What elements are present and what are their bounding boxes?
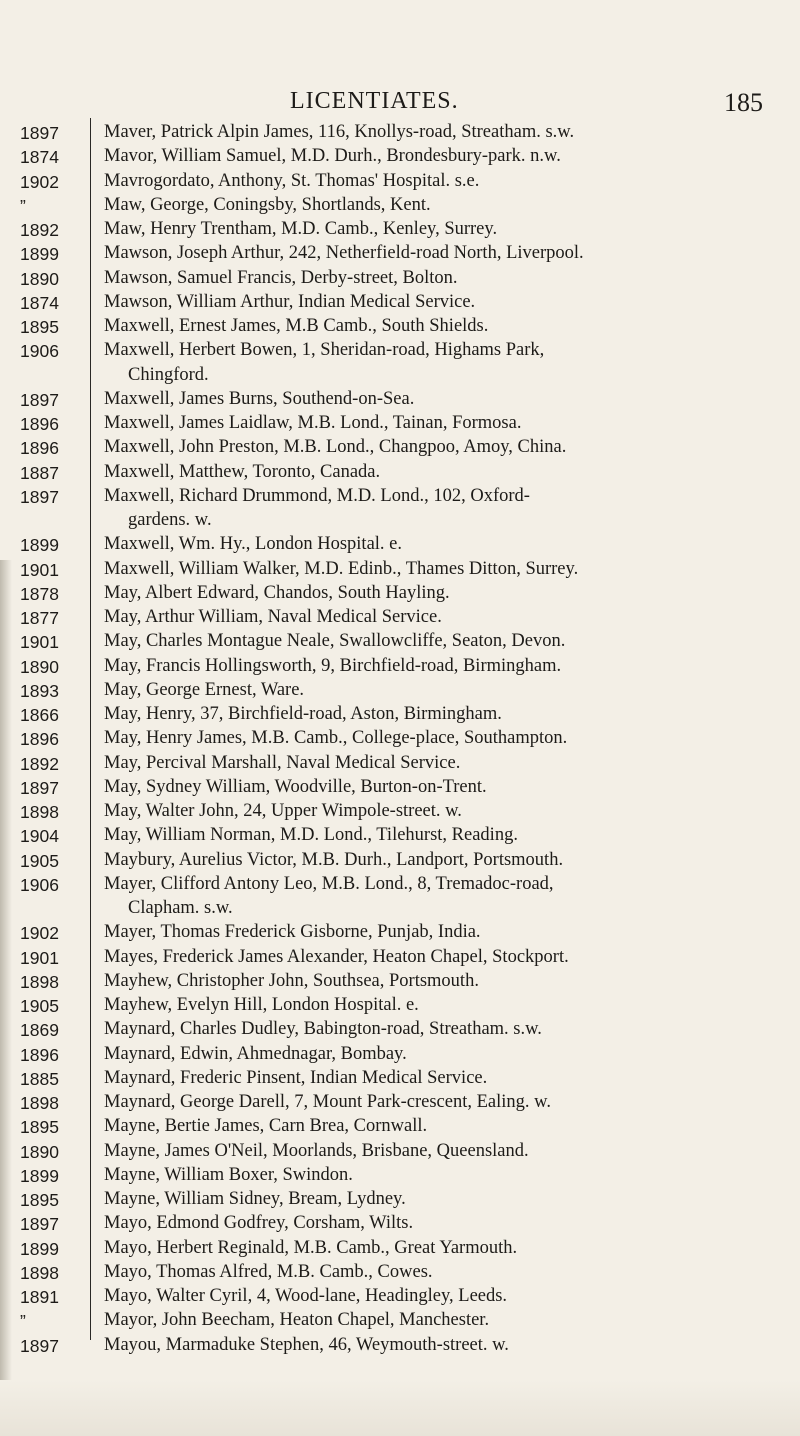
entry-text: Maw, Henry Trentham, M.D. Camb., Kenley, Surrey. — [104, 219, 498, 239]
entry-text: Mayo, Thomas Alfred, M.B. Camb., Cowes. — [104, 1261, 433, 1282]
entry-text: Maynard, Frederic Pinsent, Indian Medical Service. — [104, 1067, 488, 1088]
entry-text: Mayer, Clifford Antony Leo, M.B. Lond., 8, Tremadoc-road, — [104, 873, 554, 894]
entry-text: May, Percival Marshall, Naval Medical Service. — [104, 752, 461, 773]
entry-year: 1897 — [20, 486, 59, 507]
entry-text: May, Albert Edward, Chandos, South Hayling. — [104, 582, 450, 603]
entry-year: 1890 — [20, 656, 59, 677]
entry-year: 1878 — [20, 583, 59, 604]
entry-year: 1890 — [20, 1141, 59, 1162]
entry-text: Mayhew, Evelyn Hill, London Hospital. e. — [104, 995, 419, 1015]
entry-text: May, Francis Hollingsworth, 9, Birchfield-road, Birmingham. — [104, 655, 562, 676]
entry-year: 1906 — [20, 874, 59, 895]
entry-text: Mavrogordato, Anthony, St. Thomas' Hospital. s.e. — [104, 170, 480, 191]
entry-text: Mayne, William Boxer, Swindon. — [104, 1164, 353, 1185]
entry-year: 1896 — [20, 1044, 59, 1065]
entry-year: 1896 — [20, 414, 59, 434]
scan-margin-shadow — [0, 560, 12, 1380]
entry-year: ” — [20, 195, 26, 216]
entry-year: 1897 — [20, 389, 59, 410]
entry-text: Mayo, Walter Cyril, 4, Wood-lane, Headingley, Leeds. — [104, 1286, 508, 1306]
entry-year: 1891 — [20, 1287, 59, 1307]
entry-text: May, Henry, 37, Birchfield-road, Aston, Birmingham. — [104, 704, 502, 724]
entry-year: 1901 — [20, 632, 59, 653]
entry-year: 1905 — [20, 850, 59, 871]
entry-text: Maynard, Edwin, Ahmednagar, Bombay. — [104, 1043, 407, 1064]
column-rule — [90, 118, 91, 1340]
entry-text: Mawson, William Arthur, Indian Medical Service. — [104, 291, 476, 312]
entry-text: Maxwell, James Laidlaw, M.B. Lond., Tainan, Formosa. — [104, 413, 522, 433]
entry-text: Chingford. — [128, 364, 209, 385]
entry-text: Mayo, Edmond Godfrey, Corsham, Wilts. — [104, 1213, 414, 1234]
entry-year: 1896 — [20, 438, 59, 459]
entry-year: 1902 — [20, 923, 59, 944]
entry-text: Mawson, Joseph Arthur, 242, Netherfield-road North, Liverpool. — [104, 243, 584, 264]
page-number: 185 — [724, 88, 763, 117]
entry-text: Mayne, James O'Neil, Moorlands, Brisbane, Queensland. — [104, 1140, 529, 1161]
entry-text: Maxwell, Herbert Bowen, 1, Sheridan-road, Highams Park, — [104, 340, 545, 361]
entry-year: 1898 — [20, 1262, 59, 1283]
entry-text: Maxwell, Wm. Hy., London Hospital. e. — [104, 534, 403, 555]
entry-year: 1895 — [20, 1190, 59, 1210]
entry-year: 1899 — [20, 1165, 59, 1186]
entry-year: 1892 — [20, 220, 59, 240]
entry-text: May, Walter John, 24, Upper Wimpole-street. w. — [104, 801, 462, 821]
entry-year: 1901 — [20, 559, 59, 580]
entry-text: Maxwell, Matthew, Toronto, Canada. — [104, 461, 381, 482]
entry-year: 1899 — [20, 535, 59, 556]
entry-year: 1885 — [20, 1068, 59, 1089]
entry-text: Mayor, John Beecham, Heaton Chapel, Manchester. — [104, 1310, 490, 1331]
entry-text: Mayou, Marmaduke Stephen, 46, Weymouth-street. w. — [104, 1334, 509, 1355]
entry-year: 1869 — [20, 1020, 59, 1041]
entry-text: May, Charles Montague Neale, Swallowcliffe, Seaton, Devon. — [104, 631, 566, 652]
entry-text: gardens. w. — [128, 510, 212, 530]
entry-text: May, Henry James, M.B. Camb., College-place, Southampton. — [104, 728, 568, 749]
entry-text: Maxwell, James Burns, Southend-on-Sea. — [104, 388, 415, 409]
entry-text: Mayhew, Christopher John, Southsea, Portsmouth. — [104, 970, 479, 991]
entry-year: 1896 — [20, 729, 59, 750]
entry-year: 1895 — [20, 317, 59, 337]
entry-year: 1898 — [20, 802, 59, 822]
entry-text: Maynard, Charles Dudley, Babington-road, Streatham. s.w. — [104, 1019, 542, 1040]
entry-text: Maxwell, John Preston, M.B. Lond., Changpoo, Amoy, China. — [104, 437, 567, 458]
entry-text: May, William Norman, M.D. Lond., Tilehurst, Reading. — [104, 825, 518, 846]
entry-year: 1895 — [20, 1117, 59, 1138]
entry-year: 1905 — [20, 996, 59, 1016]
entry-year: 1899 — [20, 1238, 59, 1259]
entry-text: May, George Ernest, Ware. — [104, 679, 305, 700]
entry-year: 1901 — [20, 947, 59, 968]
entry-year: 1897 — [20, 1214, 59, 1235]
entry-year: 1897 — [20, 123, 59, 143]
entry-year: 1898 — [20, 971, 59, 992]
entry-text: Maver, Patrick Alpin James, 116, Knollys-road, Streatham. s.w. — [104, 122, 575, 142]
entry-text: Mayes, Frederick James Alexander, Heaton Chapel, Stockport. — [104, 946, 569, 967]
page-bottom-edge — [0, 1380, 800, 1436]
entry-year: ” — [20, 1311, 26, 1332]
entry-year: 1897 — [20, 777, 59, 798]
running-title: LICENTIATES. — [290, 88, 459, 114]
entry-year: 1874 — [20, 292, 59, 313]
entry-year: 1906 — [20, 341, 59, 362]
entry-text: Mawson, Samuel Francis, Derby-street, Bolton. — [104, 267, 458, 288]
entry-year: 1890 — [20, 268, 59, 289]
entry-year: 1893 — [20, 680, 59, 701]
entry-year: 1902 — [20, 171, 59, 192]
entry-year: 1898 — [20, 1093, 59, 1113]
entry-year: 1899 — [20, 244, 59, 265]
entry-text: Mayer, Thomas Frederick Gisborne, Punjab, India. — [104, 922, 481, 943]
entry-text: Maxwell, Richard Drummond, M.D. Lond., 102, Oxford- — [104, 485, 530, 506]
entry-year: 1887 — [20, 462, 59, 483]
entry-year: 1866 — [20, 705, 59, 725]
entry-text: Mayo, Herbert Reginald, M.B. Camb., Great Yarmouth. — [104, 1237, 518, 1258]
entry-year: 1904 — [20, 826, 59, 847]
entry-text: Mayne, William Sidney, Bream, Lydney. — [104, 1189, 406, 1209]
entry-text: Clapham. s.w. — [128, 898, 233, 918]
entry-text: May, Arthur William, Naval Medical Service. — [104, 607, 442, 627]
entry-text: Maxwell, William Walker, M.D. Edinb., Thames Ditton, Surrey. — [104, 558, 579, 579]
entry-text: May, Sydney William, Woodville, Burton-on-Trent. — [104, 776, 487, 797]
entry-year: 1877 — [20, 608, 59, 628]
entry-year: 1897 — [20, 1335, 59, 1356]
entry-text: Maw, George, Coningsby, Shortlands, Kent. — [104, 194, 431, 215]
entry-text: Mavor, William Samuel, M.D. Durh., Brondesbury-park. n.w. — [104, 146, 561, 167]
entry-year: 1874 — [20, 147, 59, 168]
entry-text: Mayne, Bertie James, Carn Brea, Cornwall. — [104, 1116, 428, 1137]
entry-year: 1892 — [20, 753, 59, 774]
entry-text: Maybury, Aurelius Victor, M.B. Durh., Landport, Portsmouth. — [104, 849, 564, 870]
entry-text: Maynard, George Darell, 7, Mount Park-crescent, Ealing. w. — [104, 1092, 551, 1112]
entry-text: Maxwell, Ernest James, M.B Camb., South Shields. — [104, 316, 489, 336]
